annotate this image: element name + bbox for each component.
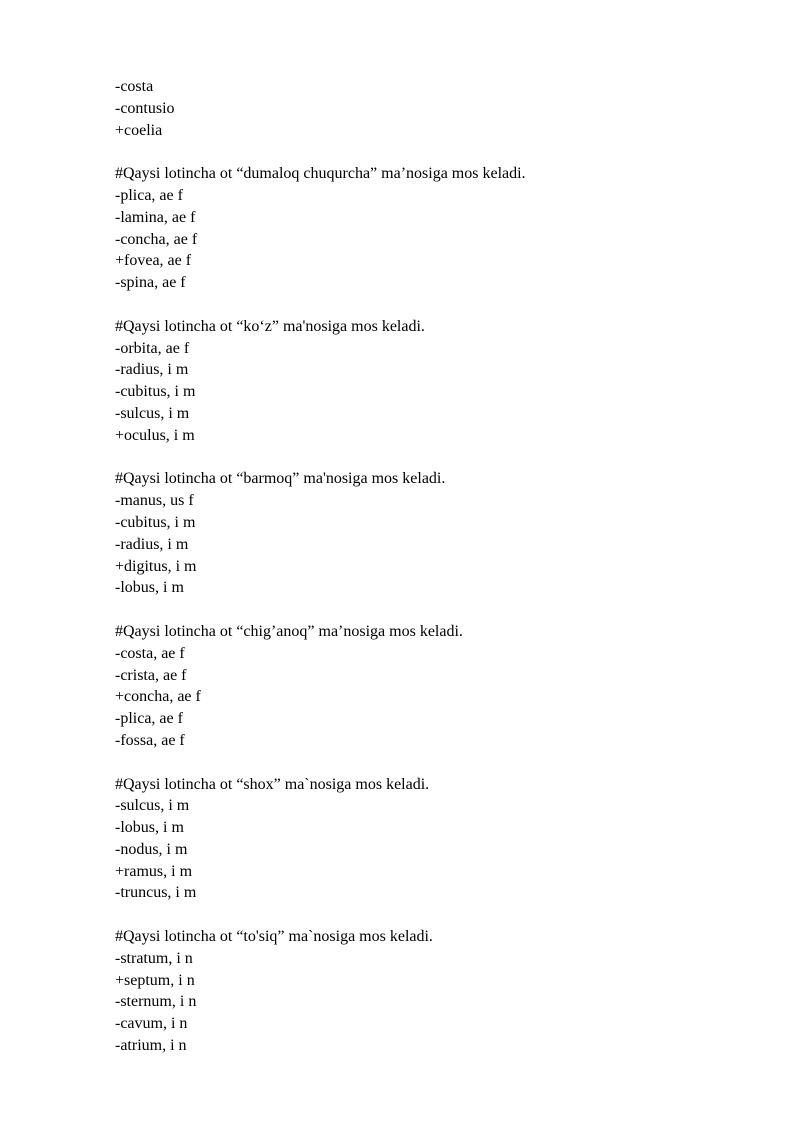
answer-option: -plica, ae f xyxy=(115,186,183,204)
question-block xyxy=(115,316,735,447)
spacer xyxy=(115,447,735,469)
question-block xyxy=(115,468,735,599)
spacer xyxy=(115,141,735,163)
answer-option: -stratum, i n xyxy=(115,949,193,967)
answer-option: -truncus, i m xyxy=(115,884,197,902)
answer-option: +fovea, ae f xyxy=(115,252,192,270)
answer-option: -plica, ae f xyxy=(115,710,183,728)
question-text: #Qaysi lotincha ot “to'siq” ma`nosiga mos keladi. xyxy=(115,928,433,946)
answer-option: -lobus, i m xyxy=(115,819,184,837)
question-text: #Qaysi lotincha ot “dumaloq chuqurcha” ma’nosiga mos keladi. xyxy=(115,165,526,183)
answer-option: -lamina, ae f xyxy=(115,208,196,226)
spacer xyxy=(115,599,735,621)
answer-option: -radius, i m xyxy=(115,361,189,379)
answer-option: -atrium, i n xyxy=(115,1037,187,1055)
answer-option: -cubitus, i m xyxy=(115,383,196,401)
answer-option: +concha, ae f xyxy=(115,688,201,706)
answer-option: -costa xyxy=(115,78,154,95)
question-block xyxy=(115,774,735,905)
answer-option: -radius, i m xyxy=(115,535,189,553)
answer-option: -orbita, ae f xyxy=(115,339,190,357)
answer-option: -cavum, i n xyxy=(115,1015,188,1033)
spacer xyxy=(115,904,735,926)
answer-option: -crista, ae f xyxy=(115,666,187,684)
answer-option: -contusio xyxy=(115,99,175,117)
answer-option: +ramus, i m xyxy=(115,862,193,880)
document-page xyxy=(115,76,735,1057)
answer-option: -spina, ae f xyxy=(115,274,186,292)
answer-option: +oculus, i m xyxy=(115,426,195,444)
fragment-block xyxy=(115,76,735,141)
question-text: #Qaysi lotincha ot “chig’anoq” ma’nosiga mos keladi. xyxy=(115,622,463,640)
question-text: #Qaysi lotincha ot “ko‘z” ma'nosiga mos keladi. xyxy=(115,317,425,335)
spacer xyxy=(115,294,735,316)
question-block xyxy=(115,926,735,1057)
answer-option: -manus, us f xyxy=(115,492,194,510)
answer-option: -sulcus, i m xyxy=(115,797,190,815)
answer-option: -fossa, ae f xyxy=(115,731,185,749)
question-text: #Qaysi lotincha ot “barmoq” ma'nosiga mos keladi. xyxy=(115,470,446,488)
question-text: #Qaysi lotincha ot “shox” ma`nosiga mos keladi. xyxy=(115,775,430,793)
answer-option: -concha, ae f xyxy=(115,230,198,248)
answer-option: -nodus, i m xyxy=(115,840,188,858)
answer-option: -lobus, i m xyxy=(115,579,184,597)
answer-option: -sulcus, i m xyxy=(115,404,190,422)
question-block xyxy=(115,163,735,294)
question-block xyxy=(115,621,735,752)
answer-option: +digitus, i m xyxy=(115,557,197,575)
answer-option: +coelia xyxy=(115,121,163,139)
answer-option: +septum, i n xyxy=(115,971,195,989)
answer-option: -costa, ae f xyxy=(115,644,185,662)
spacer xyxy=(115,752,735,774)
answer-option: -cubitus, i m xyxy=(115,513,196,531)
answer-option: -sternum, i n xyxy=(115,993,197,1011)
